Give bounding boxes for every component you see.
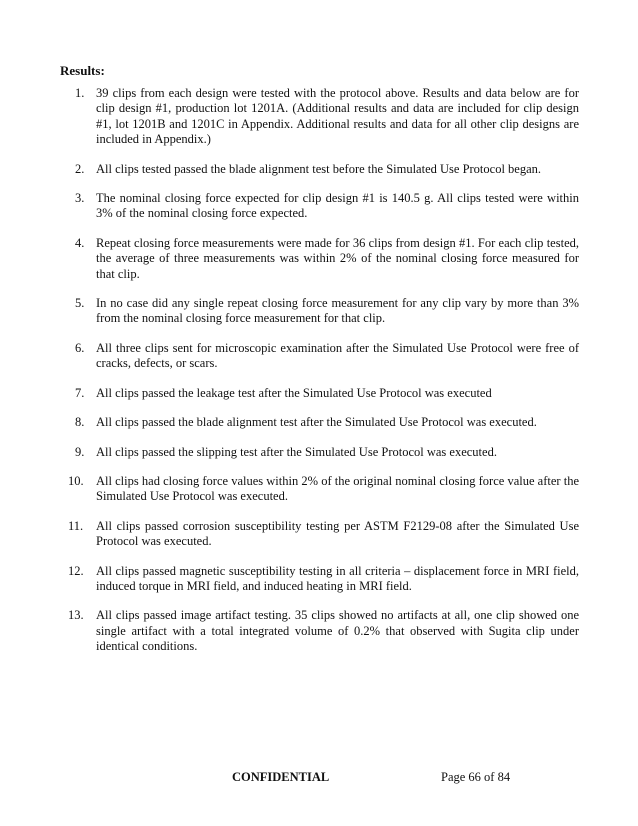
- list-item: [60, 86, 579, 148]
- item-number: 5.: [75, 296, 85, 311]
- list-item: [60, 608, 579, 654]
- list-item: [60, 445, 579, 460]
- footer-page-number: Page 66 of 84: [441, 770, 511, 784]
- item-number: 2.: [75, 161, 85, 176]
- item-text: In no case did any single repeat closing force measurement for any clip vary by more than 3% from the nominal closing force measurement for that clip.: [96, 296, 579, 326]
- list-item: [60, 519, 579, 550]
- footer-confidential: CONFIDENTIAL: [232, 770, 330, 784]
- item-number: 10.: [68, 473, 84, 488]
- item-number: 8.: [75, 415, 85, 430]
- list-item: [60, 236, 579, 282]
- list-item: [60, 474, 579, 505]
- results-list: [60, 86, 579, 669]
- item-number: 11.: [68, 518, 84, 533]
- list-item: [60, 191, 579, 222]
- item-text: The nominal closing force expected for clip design #1 is 140.5 g. All clips tested were within 3% of the nominal closing force expected.: [96, 191, 579, 221]
- list-item: [60, 341, 579, 372]
- item-text: All clips passed image artifact testing. 35 clips showed no artifacts at all, one clip showed one single artifact with a total integrated volume of 0.2% that observed with Sugita clip under identical conditions.: [96, 608, 579, 654]
- list-item: [60, 386, 579, 401]
- results-heading: Results:: [60, 63, 105, 78]
- item-text: All clips tested passed the blade alignment test before the Simulated Use Protocol began.: [96, 161, 542, 176]
- item-number: 9.: [75, 444, 85, 459]
- list-item: [60, 564, 579, 595]
- item-number: 7.: [75, 385, 85, 400]
- item-text: 39 clips from each design were tested with the protocol above. Results and data below are for clip design #1, production lot 1201A. (Additional results and data are included for clip design #1, lot 1201B and 1201C in Appendix. Additional results and data for all other clip designs are included in Appendix.): [96, 86, 579, 147]
- item-text: All clips passed the blade alignment test after the Simulated Use Protocol was executed.: [96, 415, 537, 430]
- item-text: All clips had closing force values within 2% of the original nominal closing force value after the Simulated Use Protocol was executed.: [96, 473, 579, 504]
- list-item: [60, 415, 579, 430]
- item-number: 3.: [75, 191, 85, 206]
- item-text: All three clips sent for microscopic examination after the Simulated Use Protocol were free of cracks, defects, or scars.: [96, 340, 579, 371]
- item-number: 13.: [68, 608, 84, 623]
- item-text: Repeat closing force measurements were made for 36 clips from design #1. For each clip tested, the average of three measurements was within 2% of the nominal closing force measured for that clip.: [96, 235, 579, 281]
- item-number: 4.: [75, 235, 85, 250]
- item-text: All clips passed corrosion susceptibility testing per ASTM F2129-08 after the Simulated Use Protocol was executed.: [96, 518, 579, 549]
- item-number: 6.: [75, 340, 85, 355]
- list-item: [60, 296, 579, 327]
- item-number: 12.: [68, 563, 84, 578]
- item-text: All clips passed the leakage test after the Simulated Use Protocol was executed: [96, 385, 492, 400]
- item-number: 1.: [75, 86, 85, 100]
- item-text: All clips passed magnetic susceptibility testing in all criteria – displacement force in MRI field, induced torque in MRI field, and induced heating in MRI field.: [96, 563, 579, 593]
- item-text: All clips passed the slipping test after the Simulated Use Protocol was executed.: [96, 444, 497, 459]
- list-item: [60, 162, 579, 177]
